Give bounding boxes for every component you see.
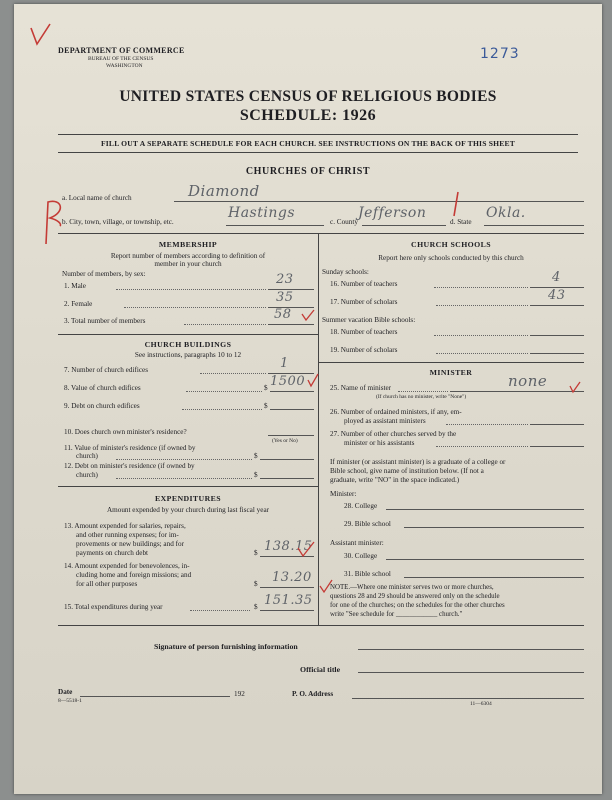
- minister-name-hint: (If church has no minister, write "None"): [376, 394, 467, 400]
- census-form-sheet: [14, 4, 602, 794]
- membership-heading: MEMBERSHIP: [158, 240, 218, 249]
- minister-college-label: 28. College: [344, 502, 378, 510]
- debt-on-edifices-label: 9. Debt on church edifices: [64, 402, 140, 410]
- local-name-value: Diamond: [188, 182, 260, 200]
- salaries-label-1: 13. Amount expended for salaries, repairs,: [64, 522, 186, 530]
- note-line-3: for one of the churches; on the schedules for the other churches: [330, 602, 505, 609]
- note-line-1: NOTE.—Where one minister serves two or more churches,: [330, 584, 494, 591]
- salaries-label-3: provements or new buildings; and for: [76, 540, 184, 548]
- red-check-mark-icon: [28, 22, 54, 48]
- value-of-edifices-amount: 1500: [270, 374, 306, 389]
- city-value: Hastings: [228, 205, 296, 221]
- salaries-label-4: payments on church debt: [76, 549, 149, 557]
- bureau-city: WASHINGTON: [106, 63, 143, 69]
- benevolences-amount: 13.20: [272, 570, 312, 585]
- red-tick-icon: [450, 190, 462, 220]
- form-subtitle: SCHEDULE: 1926: [239, 107, 377, 124]
- number-of-edifices-value: 1: [280, 356, 289, 371]
- bureau-name: BUREAU OF THE CENSUS: [88, 56, 154, 62]
- local-name-label: a. Local name of church: [62, 194, 132, 202]
- instruction-banner: FILL OUT A SEPARATE SCHEDULE FOR EACH CHURCH. SEE INSTRUCTIONS ON THE BACK OF THIS SHEET: [100, 139, 516, 148]
- church-buildings-note: See instructions, paragraphs 10 to 12: [134, 351, 242, 359]
- assistant-college-label: 30. College: [344, 552, 378, 560]
- female-label: 2. Female: [64, 300, 93, 308]
- ordained-ministers-label-1: 26. Number of ordained ministers, if any, em-: [330, 408, 462, 416]
- female-count: 35: [276, 290, 294, 305]
- minister-name-label: 25. Name of minister: [330, 384, 392, 392]
- note-line-4: write "See schedule for ____________ church.": [330, 611, 463, 618]
- residence-value-dollar: $: [254, 452, 258, 460]
- yes-or-no-hint: (Yes or No): [272, 438, 298, 444]
- assistant-minister-subheading: Assistant minister:: [330, 539, 384, 547]
- total-expenditures-label: 15. Total expenditures during year: [64, 603, 163, 611]
- note-line-2: questions 28 and 29 should be answered only on the schedule: [330, 593, 500, 600]
- ordained-ministers-label-2: ployed as assistant ministers: [344, 417, 426, 425]
- sunday-teachers-value: 4: [552, 270, 561, 285]
- male-label: 1. Male: [64, 282, 86, 290]
- po-address-label: P. O. Address: [292, 690, 334, 698]
- county-value: Jefferson: [358, 205, 427, 221]
- expenditures-note: Amount expended by your church during last fiscal year: [106, 506, 270, 514]
- other-churches-label-1: 27. Number of other churches served by the: [330, 430, 457, 438]
- state-label: d. State: [450, 218, 472, 226]
- red-check-mark-icon: [296, 540, 316, 558]
- print-code: 11—6304: [470, 701, 492, 707]
- summer-teachers-label: 18. Number of teachers: [330, 328, 398, 336]
- salaries-label-2: and other running expenses; for im-: [76, 531, 179, 539]
- residence-debt-label-1: 12. Debt on minister's residence (if owned by: [64, 462, 195, 470]
- denomination-title: CHURCHES OF CHRIST: [245, 166, 371, 177]
- department-name: DEPARTMENT OF COMMERCE: [58, 46, 185, 55]
- value-dollar-sign: $: [264, 384, 268, 392]
- total-members-count: 58: [274, 307, 292, 322]
- assistant-bible-school-label: 31. Bible school: [344, 570, 391, 578]
- red-check-mark-icon: [300, 308, 316, 322]
- other-churches-label-2: minister or his assistants: [344, 439, 415, 447]
- members-by-sex-label: Number of members, by sex:: [62, 270, 146, 278]
- minister-name-value: none: [508, 372, 548, 390]
- graduate-note-line-1: If minister (or assistant minister) is a graduate of a college or: [330, 458, 506, 466]
- minister-subheading: Minister:: [330, 490, 357, 498]
- minister-bible-school-label: 29. Bible school: [344, 520, 391, 528]
- number-of-edifices-label: 7. Number of church edifices: [64, 366, 149, 374]
- city-label: b. City, town, village, or township, etc.: [62, 218, 174, 226]
- official-title-label: Official title: [300, 665, 341, 674]
- residence-debt-label-2: church): [76, 471, 98, 479]
- church-schools-heading: CHURCH SCHOOLS: [411, 240, 491, 249]
- red-check-mark-icon: [568, 380, 582, 394]
- total-members-label: 3. Total number of members: [64, 317, 146, 325]
- total-expenditures-dollar: $: [254, 603, 258, 611]
- sunday-scholars-value: 43: [548, 288, 566, 303]
- benevolences-label-1: 14. Amount expended for benevolences, in-: [64, 562, 190, 570]
- sunday-teachers-label: 16. Number of teachers: [330, 280, 398, 288]
- sunday-schools-label: Sunday schools:: [322, 268, 369, 276]
- graduate-note-line-2: Bible school, give name of institution below. (If not a: [330, 467, 484, 475]
- residence-value-label-2: church): [76, 452, 98, 460]
- year-prefix: 192: [234, 690, 245, 698]
- salaries-amount: 138.15: [264, 539, 313, 554]
- church-buildings-heading: CHURCH BUILDINGS: [144, 340, 232, 349]
- residence-question-label: 10. Does church own minister's residence?: [64, 428, 187, 436]
- date-label: Date: [58, 688, 73, 696]
- benevolences-label-2: cluding home and foreign missions; and: [76, 571, 192, 579]
- form-code: 8—5518-1: [58, 698, 82, 704]
- sunday-scholars-label: 17. Number of scholars: [330, 298, 398, 306]
- county-label: c. County: [330, 218, 358, 226]
- membership-note-line-2: member in your church: [154, 260, 222, 268]
- form-title: UNITED STATES CENSUS OF RELIGIOUS BODIES: [119, 88, 497, 105]
- value-of-edifices-label: 8. Value of church edifices: [64, 384, 141, 392]
- schedule-number: 1273: [480, 46, 520, 62]
- benevolences-dollar: $: [254, 580, 258, 588]
- male-count: 23: [276, 272, 294, 287]
- total-expenditures-amount: 151.35: [264, 593, 313, 608]
- church-schools-note: Report here only schools conducted by this church: [378, 254, 524, 262]
- residence-value-label-1: 11. Value of minister's residence (if owned by: [64, 444, 196, 452]
- graduate-note-line-3: graduate, write "NO" in the space indicated.): [330, 476, 460, 484]
- summer-scholars-label: 19. Number of scholars: [330, 346, 398, 354]
- residence-debt-dollar: $: [254, 471, 258, 479]
- minister-heading: MINISTER: [429, 368, 473, 377]
- summer-schools-label: Summer vacation Bible schools:: [322, 316, 416, 324]
- state-value: Okla.: [486, 205, 526, 221]
- membership-note-line-1: Report number of members according to definition of: [110, 252, 266, 260]
- salaries-dollar: $: [254, 549, 258, 557]
- benevolences-label-3: for all other purposes: [76, 580, 138, 588]
- debt-dollar-sign: $: [264, 402, 268, 410]
- signature-label: Signature of person furnishing information: [154, 642, 298, 651]
- expenditures-heading: EXPENDITURES: [155, 494, 221, 503]
